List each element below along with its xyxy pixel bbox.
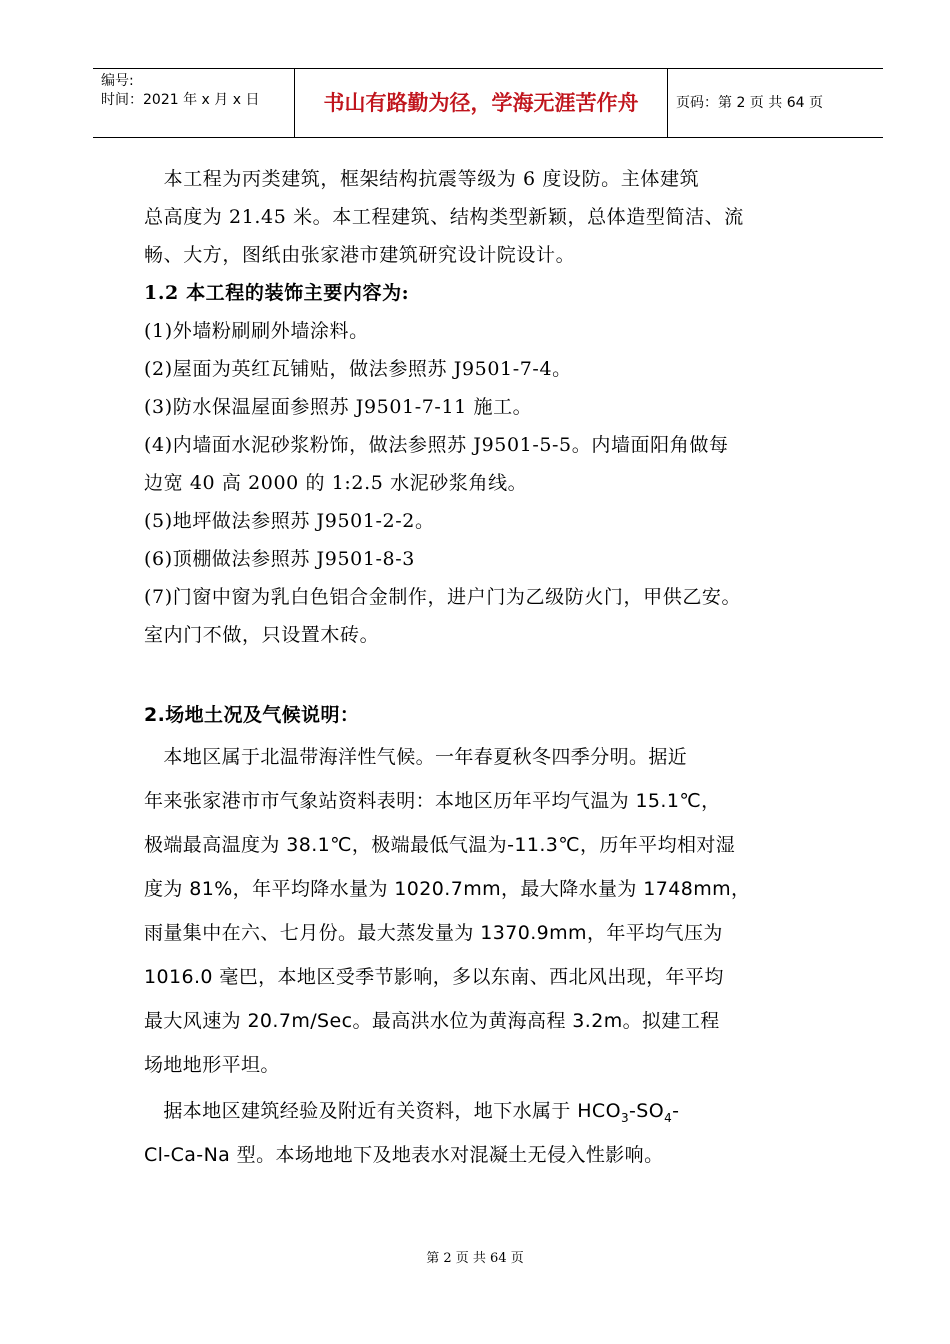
- groundwater-text: -: [672, 1100, 680, 1122]
- header-meta: [93, 69, 295, 137]
- climate-line: 场地地形平坦。: [144, 1054, 280, 1076]
- page-header: [93, 68, 883, 138]
- climate-line: 年来张家港市市气象站资料表明：本地区历年平均气温为 15.1℃，: [144, 790, 721, 812]
- intro-line: 总高度为 21.45 米。本工程建筑、结构类型新颖，总体造型简洁、流: [144, 206, 744, 228]
- groundwater-line: Cl-Ca-Na 型。本场地地下及地表水对混凝土无侵入性影响。: [144, 1144, 664, 1166]
- section-heading-2: 2.场地土况及气候说明：: [144, 704, 360, 726]
- climate-line: 雨量集中在六、七月份。最大蒸发量为 1370.9mm，年平均气压为: [144, 922, 723, 944]
- list-item: (1)外墙粉刷刷外墙涂料。: [144, 320, 369, 342]
- number-label: 编号:: [101, 73, 134, 89]
- climate-line: 最大风速为 20.7m/Sec。最高洪水位为黄海高程 3.2m。拟建工程: [144, 1010, 720, 1032]
- header-page-label: 页码：第 2 页 共 64 页: [676, 95, 823, 111]
- intro-line: 畅、大方，图纸由张家港市建筑研究设计院设计。: [144, 244, 576, 266]
- intro-line: 本工程为丙类建筑，框架结构抗震等级为 6 度设防。主体建筑: [144, 168, 700, 190]
- groundwater-text: -SO: [629, 1100, 665, 1122]
- header-motto: 书山有路勤为径，学海无涯苦作舟: [295, 69, 668, 137]
- list-item: (2)屋面为英红瓦铺贴，做法参照苏 J9501-7-4。: [144, 358, 572, 380]
- subscript: 4: [664, 1110, 673, 1125]
- list-item: (5)地坪做法参照苏 J9501-2-2。: [144, 510, 435, 532]
- list-item: 室内门不做，只设置木砖。: [144, 624, 380, 646]
- climate-line: 度为 81%，年平均降水量为 1020.7mm，最大降水量为 1748mm，: [144, 878, 751, 900]
- list-item: (7)门窗中窗为乳白色铝合金制作，进户门为乙级防火门，甲供乙安。: [144, 586, 742, 608]
- page-footer: 第 2 页 共 64 页: [426, 1251, 524, 1266]
- section-heading-1-2: 1.2 本工程的装饰主要内容为:: [144, 282, 410, 304]
- groundwater-text: 据本地区建筑经验及附近有关资料，地下水属于 HCO: [144, 1100, 621, 1122]
- time-label: 时间：2021 年 x 月 x 日: [101, 92, 260, 108]
- climate-line: 1016.0 毫巴，本地区受季节影响，多以东南、西北风出现，年平均: [144, 966, 724, 988]
- list-item: (4)内墙面水泥砂浆粉饰，做法参照苏 J9501-5-5。内墙面阳角做每: [144, 434, 729, 456]
- list-item: 边宽 40 高 2000 的 1:2.5 水泥砂浆角线。: [144, 472, 528, 494]
- list-item: (6)顶棚做法参照苏 J9501-8-3: [144, 548, 415, 570]
- climate-line: 极端最高温度为 38.1℃，极端最低气温为-11.3℃，历年平均相对湿: [144, 834, 736, 856]
- groundwater-line: [144, 1096, 844, 1125]
- subscript: 3: [620, 1110, 629, 1125]
- list-item: (3)防水保温屋面参照苏 J9501-7-11 施工。: [144, 396, 533, 418]
- climate-line: 本地区属于北温带海洋性气候。一年春夏秋冬四季分明。据近: [144, 746, 688, 768]
